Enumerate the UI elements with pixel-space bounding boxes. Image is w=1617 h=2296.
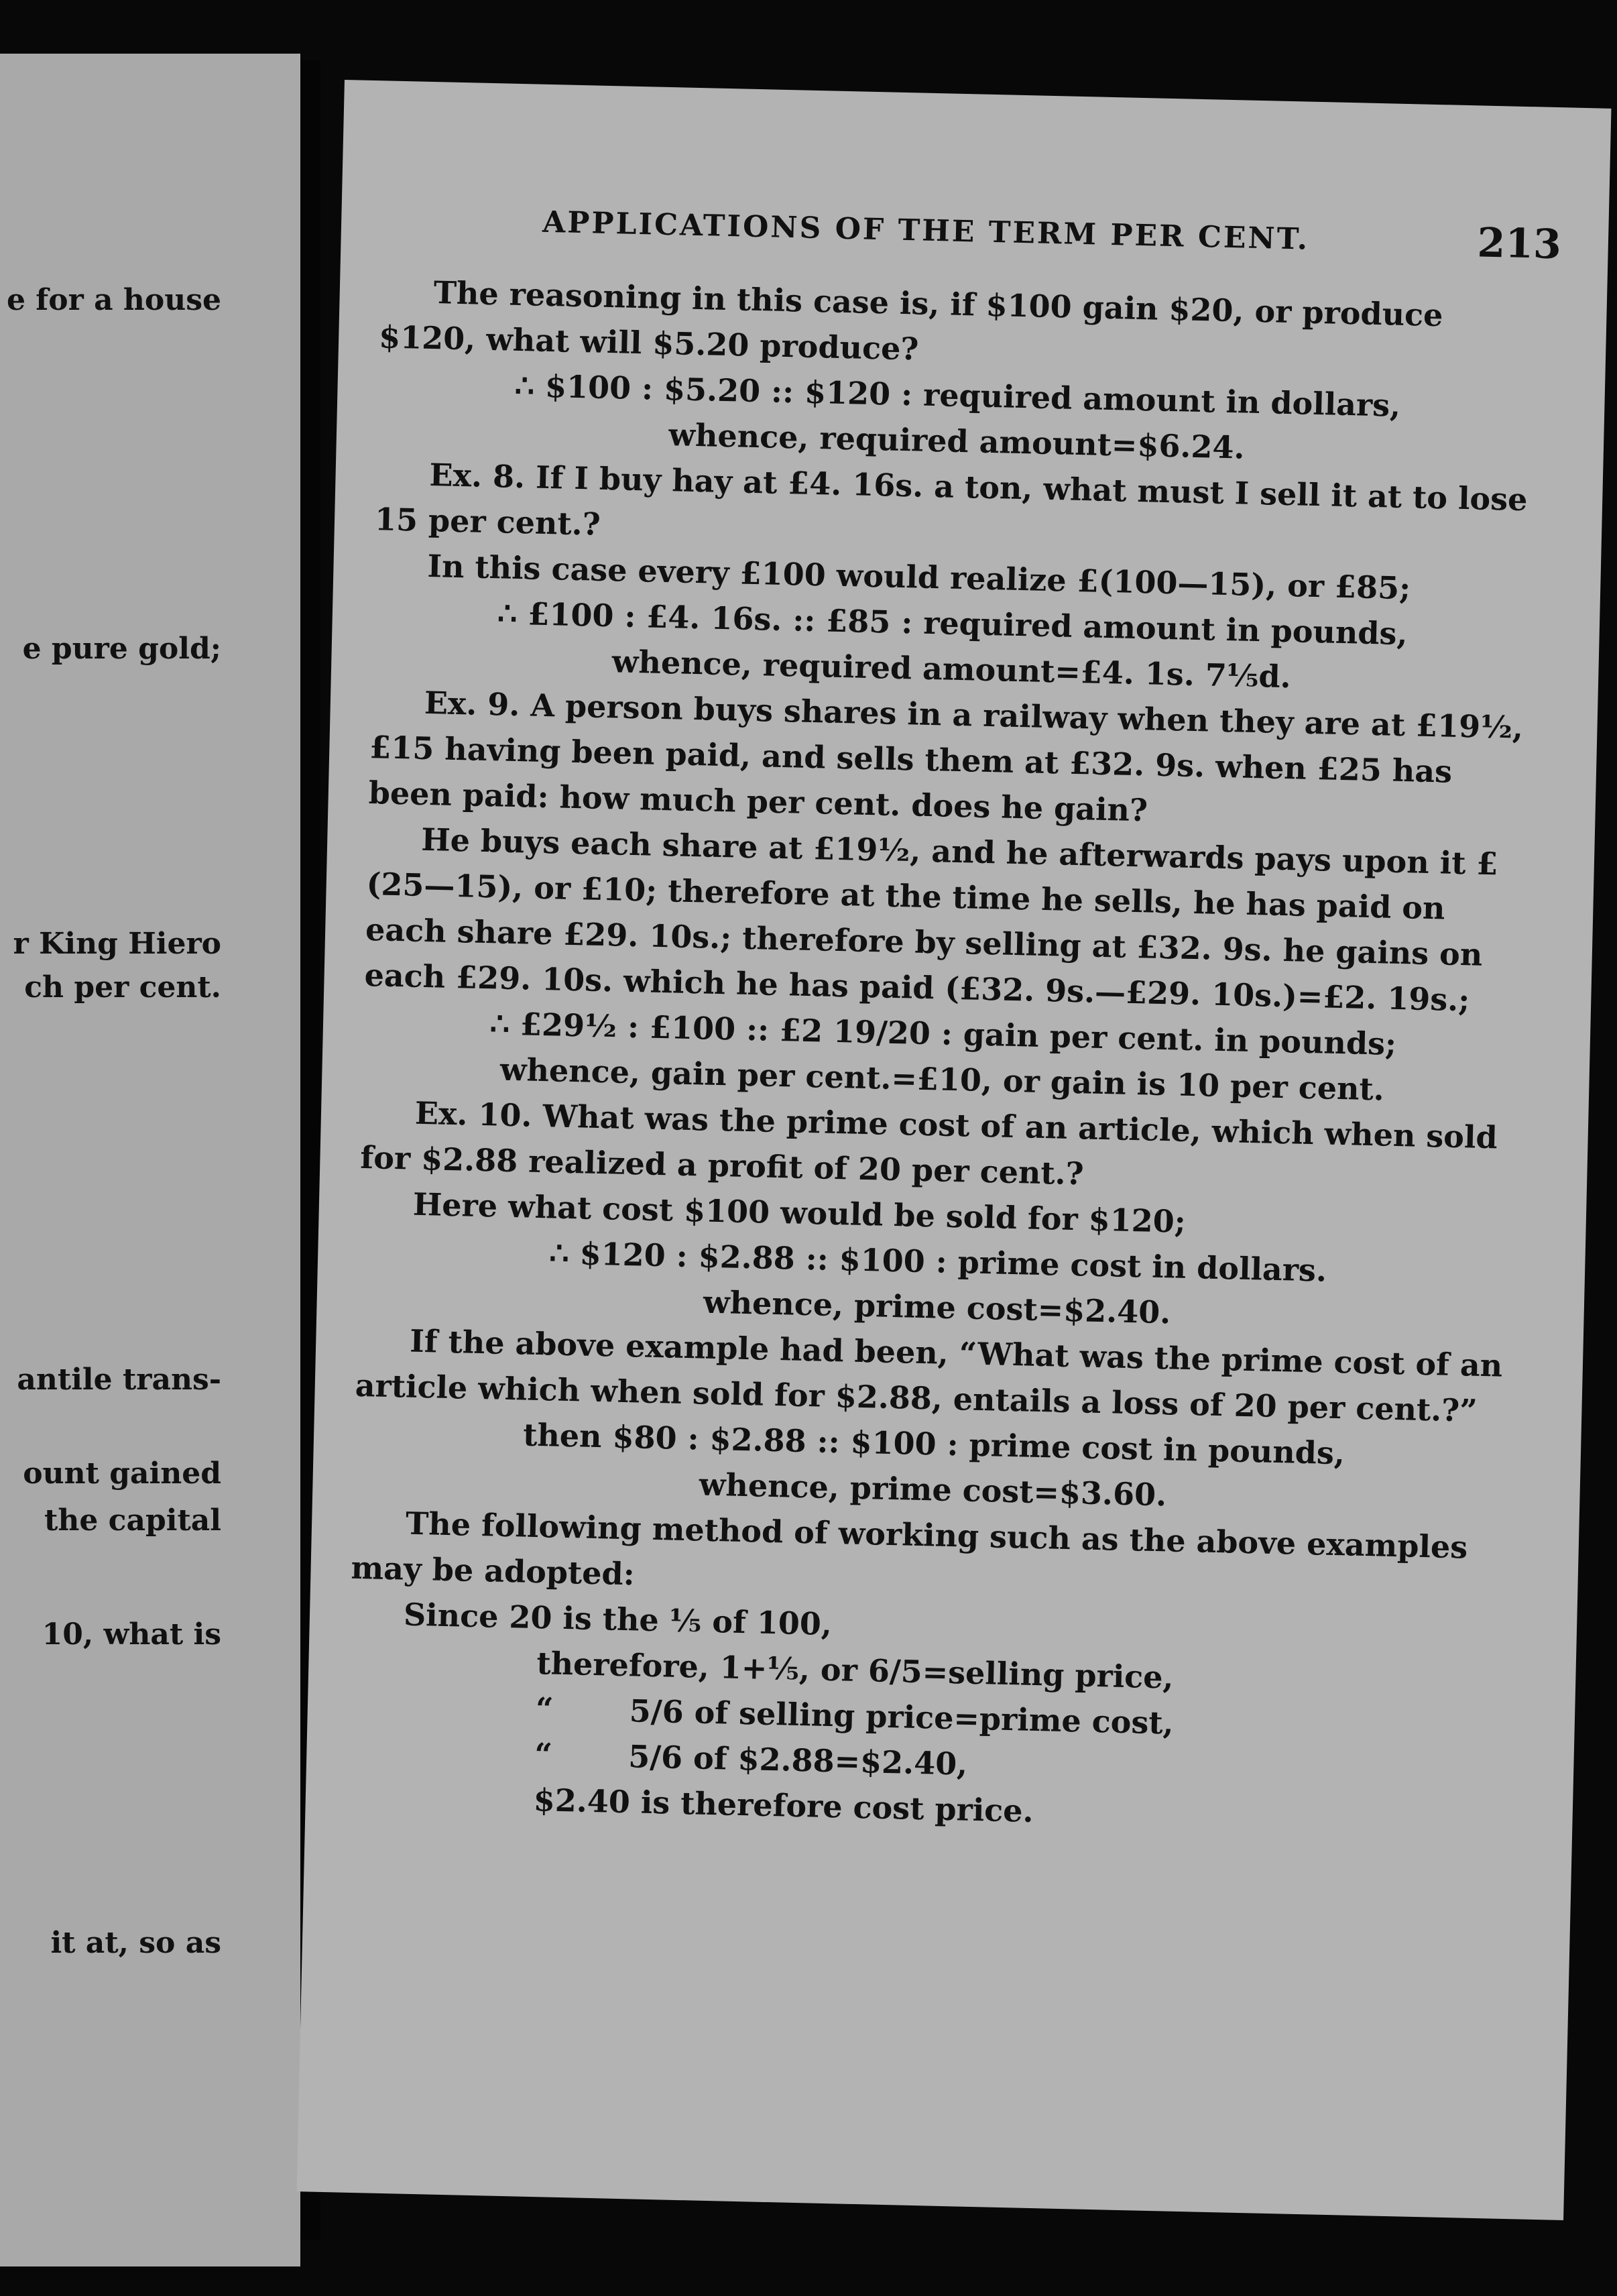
paragraph: The following method of working such as the above examples may be adopted:: [351, 1505, 1468, 1593]
page-body: [345, 268, 1540, 1845]
equation-line: ∴ £29½ : £100 :: £2 19/20 : gain per cent. in pounds;: [489, 1005, 1397, 1062]
running-title: APPLICATIONS OF THE TERM PER CENT.: [542, 205, 1310, 257]
equation-line: whence, required amount=£4. 1s. 7⅕d.: [611, 643, 1292, 695]
left-line-fragment: antile trans-: [17, 1363, 221, 1397]
left-line-fragment: the capital: [44, 1503, 221, 1538]
left-line-fragment: e pure gold;: [22, 632, 221, 666]
ditto-mark: “: [535, 1690, 554, 1727]
paragraph: He buys each share at £19½, and he afterwards pays upon it £(25—15), or £10; therefore at the time he sells, he has paid on each share £29. 10s.; therefore by selling at £32. 9s. he gains on each £29. 10s. which he has paid (£32. 9s.—£29. 10s.)=£2. 19s.;: [364, 821, 1499, 1019]
left-line-fragment: ch per cent.: [24, 970, 221, 1005]
ditto-mark: “: [534, 1736, 553, 1773]
left-line-fragment: ount gained: [23, 1456, 221, 1491]
page-number: 213: [1476, 219, 1562, 269]
paragraph: Here what cost $100 would be sold for $120;: [412, 1186, 1187, 1240]
equation-line: whence, required amount=$6.24.: [668, 416, 1246, 466]
equation-line: whence, gain per cent.=£10, or gain is 10 per cent.: [499, 1051, 1385, 1108]
equation-line: ∴ £100 : £4. 16s. :: £85 : required amount in pounds,: [497, 595, 1409, 652]
working-line: $2.40 is therefore cost price.: [533, 1782, 1034, 1829]
example-8: Ex. 8. If I buy hay at £4. 16s. a ton, what must I sell it at to lose 15 per cent.?: [374, 456, 1528, 542]
right-page: [297, 80, 1612, 2220]
paragraph: If the above example had been, “What was the prime cost of an article which when sold for $2.88, entails a loss of 20 per cent.?”: [355, 1322, 1503, 1429]
paragraph: Since 20 is the ⅕ of 100,: [403, 1596, 833, 1643]
equation-line: whence, prime cost=$3.60.: [699, 1466, 1167, 1513]
paragraph: In this case every £100 would realize £(100—15), or £85;: [426, 547, 1411, 607]
equation-line: ∴ $120 : $2.88 :: $100 : prime cost in dollars.: [548, 1235, 1327, 1289]
equation-line: then $80 : $2.88 :: $100 : prime cost in pounds,: [522, 1416, 1345, 1472]
example-9: Ex. 9. A person buys shares in a railway when they are at £19½, £15 having been paid, and sells them at £32. 9s. when £25 has been paid: how much per cent. does he gain?: [368, 684, 1524, 829]
working-line: therefore, 1+⅕, or 6/5=selling price,: [536, 1645, 1175, 1696]
left-line-fragment: e for a house: [6, 283, 221, 317]
left-line-fragment: 10, what is: [42, 1617, 221, 1652]
equation-line: ∴ $100 : $5.20 :: $120 : required amount in dollars,: [514, 367, 1401, 424]
example-10: Ex. 10. What was the prime cost of an article, which when sold for $2.88 realized a profit of 20 per cent.?: [359, 1094, 1498, 1192]
left-line-fragment: r King Hiero: [13, 927, 221, 961]
left-line-fragment: it at, so as: [50, 1926, 221, 1960]
paragraph: The reasoning in this case is, if $100 gain $20, or produce $120, what will $5.20 produce?: [378, 274, 1444, 367]
left-page-fragment: [0, 54, 300, 2266]
working-text: 5/6 of $2.88=$2.40,: [627, 1738, 968, 1782]
working-text: 5/6 of selling price=prime cost,: [629, 1692, 1175, 1741]
page-header: [542, 205, 1561, 275]
equation-line: whence, prime cost=$2.40.: [703, 1283, 1171, 1331]
